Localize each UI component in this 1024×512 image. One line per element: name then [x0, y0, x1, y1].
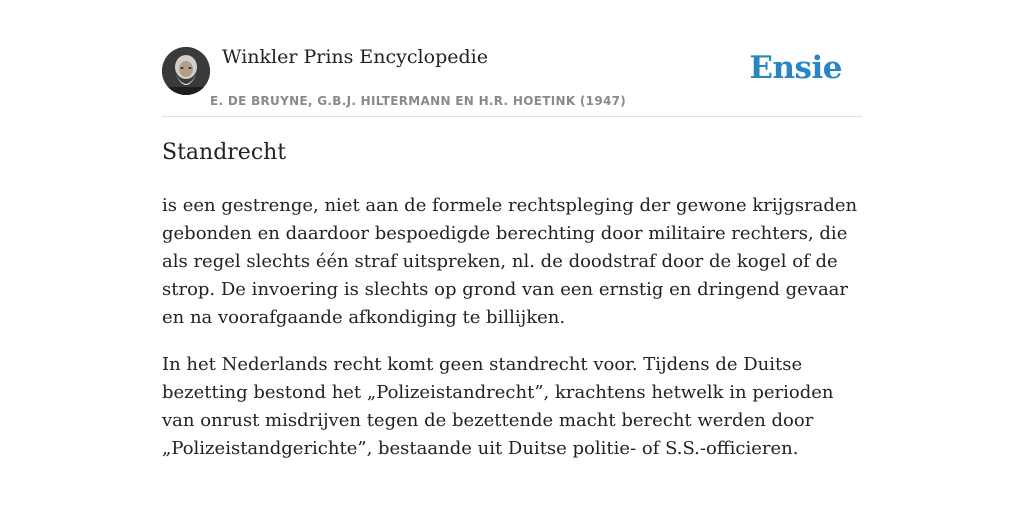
author-avatar[interactable]: [162, 47, 210, 95]
publication-authors: E. DE BRUYNE, G.B.J. HILTERMANN EN H.R. HOETINK (1947): [210, 94, 627, 108]
article-paragraph: is een gestrenge, niet aan de formele rechtspleging der gewone krijgsraden gebonden en daardoor bespoedigde berechting door militaire rechters, die als regel slechts één straf uitspreken, nl. de doodstraf door de kogel of de strop. De invoering is slechts op grond van een ernstig en dringend gevaar en na voorafgaande afkondiging te billijken.: [162, 195, 858, 328]
ensie-logo[interactable]: Ensie: [749, 50, 842, 86]
article-paragraph: In het Nederlands recht komt geen standrecht voor. Tijdens de Duitse bezetting bestond het „Polizeistandrecht”, krachtens hetwelk in perioden van onrust misdrijven tegen de bezettende macht berecht werden door „Polizeistandgerichte”, bestaande uit Duitse politie- of S.S.-officieren.: [162, 354, 834, 459]
portrait-photo-icon: [162, 47, 210, 95]
article-title: Standrecht: [162, 140, 287, 165]
article-body: [162, 192, 868, 482]
publication-title[interactable]: Winkler Prins Encyclopedie: [222, 46, 488, 68]
header: [162, 44, 862, 117]
